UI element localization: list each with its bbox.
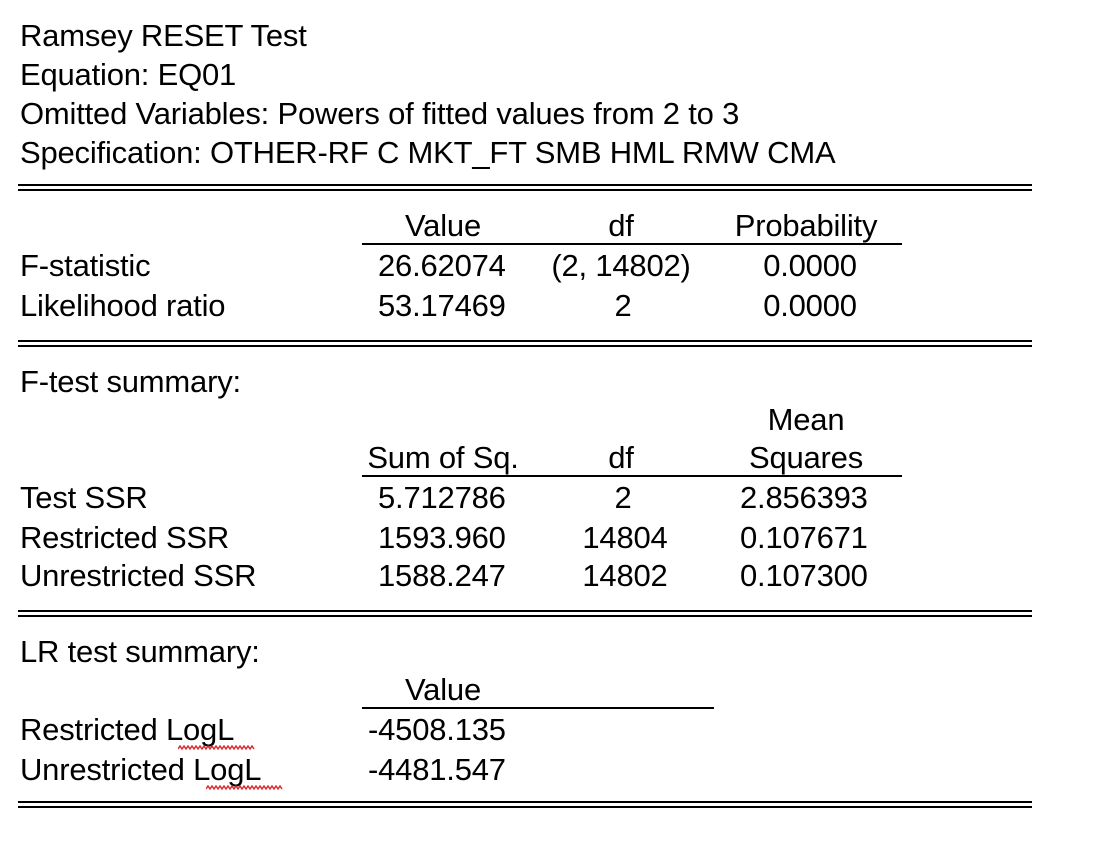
df-unrestricted-ssr: 14802 — [582, 558, 668, 593]
df-test-ssr: 2 — [614, 480, 632, 515]
unrestricted-label-prefix: Unrestricted — [20, 752, 194, 787]
lr-test-summary-title: LR test summary: — [20, 634, 260, 669]
sum-restricted-ssr: 1593.960 — [378, 520, 506, 555]
value-likelihood-ratio: 53.17469 — [378, 288, 506, 323]
col-header-mean: Mean — [767, 402, 845, 437]
unrestricted-logl-word: LogL — [193, 752, 262, 787]
double-rule-bottom-b — [18, 806, 1032, 808]
mean-unrestricted-ssr: 0.107300 — [740, 558, 868, 593]
test-table-header-rule — [362, 243, 902, 245]
f-summary-header-rule — [362, 475, 902, 477]
double-rule-mid1-b — [18, 345, 1032, 347]
value-restricted-logl: -4508.135 — [368, 712, 506, 747]
prob-likelihood-ratio: 0.0000 — [763, 288, 857, 323]
col-header-df: df — [608, 208, 634, 243]
mean-test-ssr: 2.856393 — [740, 480, 868, 515]
row-label-unrestricted-logl — [20, 752, 261, 788]
double-rule-bottom-a — [18, 801, 1032, 803]
col-header-value-lr: Value — [405, 672, 481, 707]
col-header-squares: Squares — [748, 440, 864, 475]
mean-restricted-ssr: 0.107671 — [740, 520, 868, 555]
row-label-restricted-ssr: Restricted SSR — [20, 520, 230, 555]
value-f-statistic: 26.62074 — [378, 248, 506, 283]
col-header-value: Value — [405, 208, 481, 243]
report-title: Ramsey RESET Test — [20, 18, 307, 53]
double-rule-mid2-b — [18, 615, 1032, 617]
row-label-restricted-logl — [20, 712, 234, 748]
row-label-likelihood-ratio: Likelihood ratio — [20, 288, 226, 323]
row-label-unrestricted-ssr: Unrestricted SSR — [20, 558, 257, 593]
spellcheck-squiggle-unrestricted — [206, 785, 283, 791]
col-header-probability: Probability — [734, 208, 878, 243]
sum-test-ssr: 5.712786 — [378, 480, 506, 515]
df-restricted-ssr: 14804 — [582, 520, 668, 555]
restricted-label-prefix: Restricted — [20, 712, 166, 747]
df-f-statistic: (2, 14802) — [551, 248, 691, 283]
col-header-df-f: df — [608, 440, 634, 475]
prob-f-statistic: 0.0000 — [763, 248, 857, 283]
restricted-logl-word: LogL — [165, 712, 235, 747]
double-rule-mid2-a — [18, 610, 1032, 612]
double-rule-mid1-a — [18, 340, 1032, 342]
spellcheck-squiggle-restricted — [178, 745, 255, 751]
equation-label: Equation: EQ01 — [20, 57, 237, 92]
sum-unrestricted-ssr: 1588.247 — [378, 558, 506, 593]
col-header-sum-of-sq: Sum of Sq. — [367, 440, 519, 475]
f-test-summary-title: F-test summary: — [20, 364, 241, 399]
row-label-f-statistic: F-statistic — [20, 248, 151, 283]
row-label-test-ssr: Test SSR — [20, 480, 148, 515]
double-rule-top-b — [18, 189, 1032, 191]
lr-summary-header-rule — [362, 707, 714, 709]
omitted-variables-label: Omitted Variables: Powers of fitted values from 2 to 3 — [20, 96, 740, 131]
df-likelihood-ratio: 2 — [614, 288, 632, 323]
specification-label: Specification: OTHER-RF C MKT_FT SMB HML RMW CMA — [20, 135, 836, 170]
double-rule-top-a — [18, 184, 1032, 186]
value-unrestricted-logl: -4481.547 — [368, 752, 506, 787]
